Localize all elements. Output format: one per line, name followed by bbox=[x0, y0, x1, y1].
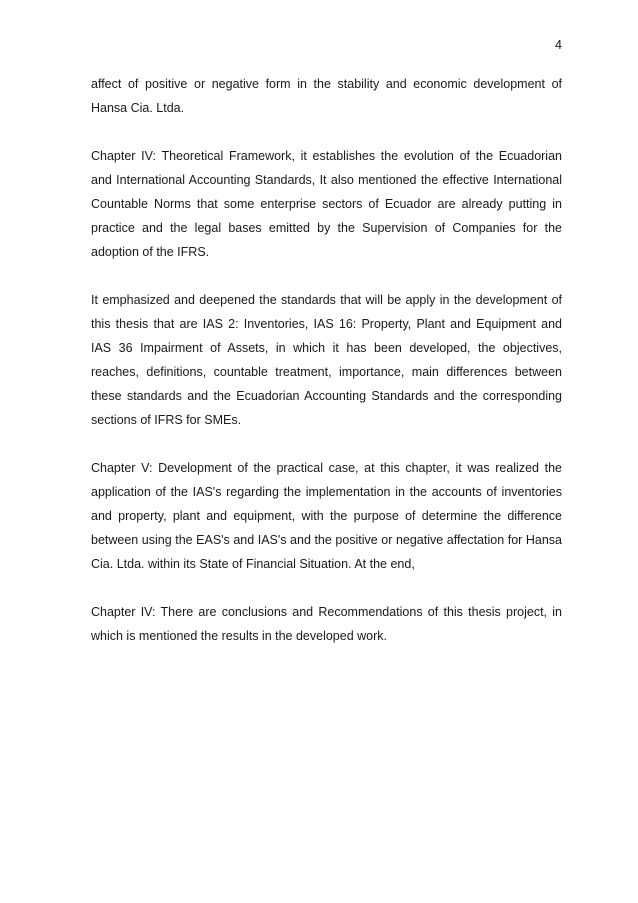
page-number: 4 bbox=[555, 38, 562, 52]
paragraph-chapter-conclusions: Chapter IV: There are conclusions and Recommendations of this thesis project, in which is mentioned the results in the developed work. bbox=[91, 605, 562, 643]
paragraph-chapter-v-practical-case: Chapter V: Development of the practical case, at this chapter, it was realized the application of the IAS's regarding the implementation in the accounts of inventories and property, plant and equipment, with the purpose of determine the difference between using the EAS's and IAS's and the positive or negative affectation for Hansa Cia. Ltda. within its State of Financial Situation. At the end, bbox=[91, 461, 562, 571]
paragraph-standards-emphasis: It emphasized and deepened the standards that will be apply in the development of this thesis that are IAS 2: Inventories, IAS 16: Property, Plant and Equipment and IAS 36 Impairment of Assets, in which it has been developed, the objectives, reaches, definitions, countable treatment, importance, main differences between these standards and the Ecuadorian Accounting Standards and the corresponding sections of IFRS for SMEs. bbox=[91, 293, 562, 427]
paragraph-intro-continuation: affect of positive or negative form in the stability and economic development of Hansa Cia. Ltda. bbox=[91, 77, 562, 115]
page-content bbox=[91, 72, 562, 672]
paragraph-chapter-iv-theoretical-framework: Chapter IV: Theoretical Framework, it establishes the evolution of the Ecuadorian and International Accounting Standards, It also mentioned the effective International Countable Norms that some enterprise sectors of Ecuador are already putting in practice and the legal bases emitted by the Supervision of Companies for the adoption of the IFRS. bbox=[91, 149, 562, 259]
